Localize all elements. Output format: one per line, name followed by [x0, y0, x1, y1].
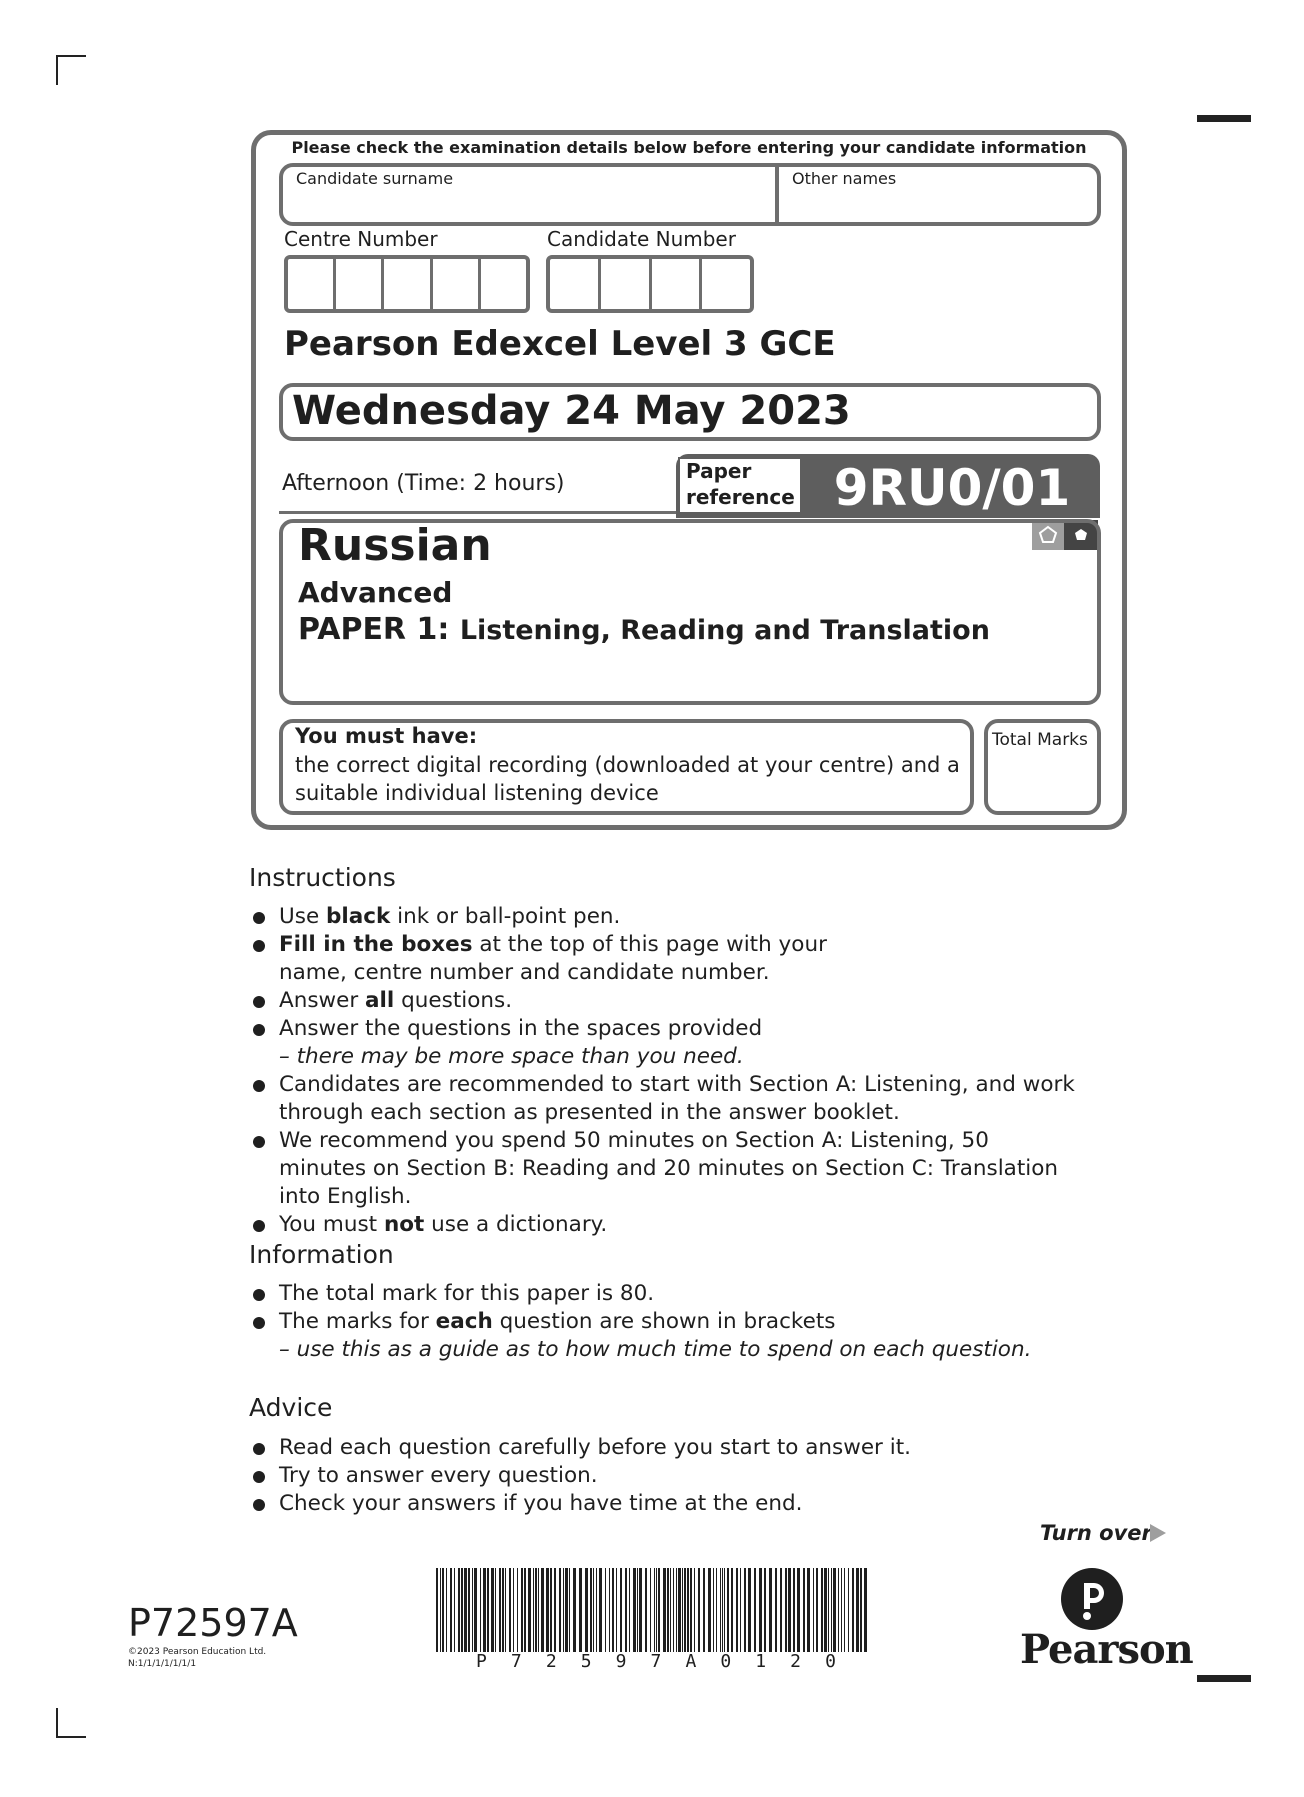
barcode-bar [616, 1568, 617, 1652]
barcode-bar [788, 1568, 791, 1652]
barcode-digit: 0 [825, 1651, 836, 1672]
list-item: The marks for each question are shown in brackets – use this as a guide as to how much time to spend on each question. [249, 1308, 1109, 1364]
surname-label: Candidate surname [296, 169, 454, 188]
barcode-bar [546, 1568, 549, 1652]
barcode-bar [807, 1568, 810, 1652]
barcode-bar [612, 1568, 614, 1652]
crop-mark-bottom-left-v [56, 1708, 58, 1738]
barcode-bar [833, 1568, 836, 1652]
barcode-bar [513, 1568, 514, 1652]
must-have-text: the correct digital recording (downloaded at your centre) and a suitable individual listening device [295, 753, 960, 805]
barcode-digit: 5 [580, 1651, 592, 1672]
centre-number-cell[interactable] [336, 259, 384, 309]
other-names-label: Other names [792, 169, 897, 188]
barcode-bar [708, 1568, 711, 1652]
barcode-bar [505, 1568, 506, 1652]
barcode-bar [698, 1568, 700, 1652]
barcode-bar [844, 1568, 845, 1652]
paper-reference-label [686, 458, 798, 510]
barcode-bar [629, 1568, 630, 1652]
barcode-bar [550, 1568, 552, 1652]
instructions-heading: Instructions [249, 863, 396, 892]
turn-over-label: Turn over [1040, 1521, 1152, 1545]
name-box-divider [775, 165, 779, 225]
advice-list [249, 1434, 1109, 1518]
barcode-bar [483, 1568, 486, 1652]
list-item: Answer all questions. [249, 987, 1109, 1015]
turn-over-arrow-icon [1150, 1524, 1166, 1542]
barcode-digit: 7 [510, 1651, 522, 1672]
centre-number-cell[interactable] [481, 259, 526, 309]
barcode-digit: 2 [545, 1651, 557, 1672]
list-item: Read each question carefully before you start to answer it. [249, 1434, 1109, 1462]
barcode-bar [670, 1568, 671, 1652]
barcode-bar [658, 1568, 660, 1652]
barcode-bar [593, 1568, 594, 1652]
centre-number-cell[interactable] [384, 259, 432, 309]
barcode-bar [687, 1568, 689, 1652]
subject-title: Russian [298, 520, 492, 571]
candidate-number-field[interactable] [546, 255, 754, 313]
barcode-bar [656, 1568, 657, 1652]
centre-number-field[interactable] [284, 255, 530, 313]
must-have-title: You must have: [295, 724, 478, 748]
barcode-bar [524, 1568, 526, 1652]
list-item: Check your answers if you have time at the end. [249, 1490, 1109, 1518]
barcode-bar [684, 1568, 686, 1652]
copyright-text: ©2023 Pearson Education Ltd. [128, 1647, 267, 1657]
barcode-bar [727, 1568, 729, 1652]
list-item: We recommend you spend 50 minutes on Section A: Listening, 50 minutes on Section B: Reading and 20 minutes on Section C: Translation into English. [249, 1127, 1079, 1211]
barcode-bar [499, 1568, 501, 1652]
barcode-digit: 0 [720, 1651, 732, 1672]
barcode-bar [458, 1568, 460, 1652]
barcode-bar [487, 1568, 489, 1652]
barcode-bar [565, 1568, 568, 1652]
pearson-logo-text: Pearson [1020, 1626, 1193, 1673]
barcode-bar [780, 1568, 782, 1652]
barcode-bar [528, 1568, 531, 1652]
barcode-bar [596, 1568, 597, 1652]
barcode-bar [474, 1568, 477, 1652]
candidate-number-cell[interactable] [601, 259, 652, 309]
barcode-bar [559, 1568, 561, 1652]
print-code: N:1/1/1/1/1/1/1 [128, 1659, 197, 1669]
crop-mark-top-left-v [56, 55, 58, 85]
crop-mark-bottom-left-h [56, 1736, 86, 1738]
barcode-bar [744, 1568, 746, 1652]
barcode-bar [472, 1568, 473, 1652]
barcode-bar [650, 1568, 651, 1652]
candidate-number-cell[interactable] [652, 259, 703, 309]
barcode-digit: 1 [755, 1651, 767, 1672]
barcode-bar [637, 1568, 638, 1652]
exam-date: Wednesday 24 May 2023 [292, 388, 851, 434]
exam-level: Advanced [298, 576, 453, 609]
barcode-bar [690, 1568, 692, 1652]
paper-title-prefix: PAPER 1: [298, 612, 450, 647]
barcode-bar [517, 1568, 518, 1652]
barcode-bar [848, 1568, 849, 1652]
barcode-bar [480, 1568, 481, 1652]
list-item: Use black ink or ball-point pen. [249, 903, 1109, 931]
barcode-bar [625, 1568, 627, 1652]
pearson-logo-icon [1060, 1567, 1124, 1631]
barcode-bar [678, 1568, 681, 1652]
barcode-bar [533, 1568, 534, 1652]
barcode-bar [703, 1568, 705, 1652]
barcode-bar [673, 1568, 674, 1652]
barcode-bar [605, 1568, 606, 1652]
barcode-bar [509, 1568, 511, 1652]
barcode-bar [440, 1568, 441, 1652]
barcode-bar [468, 1568, 470, 1652]
barcode-bar [775, 1568, 777, 1652]
barcode-bar [724, 1568, 725, 1652]
barcode [436, 1568, 868, 1652]
other-names-field[interactable] [782, 190, 1096, 222]
total-marks-label: Total Marks [992, 730, 1088, 750]
barcode-bar [609, 1568, 610, 1652]
information-heading: Information [249, 1240, 394, 1269]
barcode-bar [816, 1568, 818, 1652]
barcode-bar [645, 1568, 647, 1652]
barcode-bar [521, 1568, 523, 1652]
barcode-bar [450, 1568, 452, 1652]
barcode-bar [720, 1568, 721, 1652]
barcode-bar [864, 1568, 867, 1652]
barcode-bar [541, 1568, 544, 1652]
candidate-number-cell[interactable] [550, 259, 601, 309]
barcode-bar [856, 1568, 859, 1652]
barcode-bar [535, 1568, 537, 1652]
barcode-bar [841, 1568, 842, 1652]
barcode-bar [436, 1568, 438, 1652]
barcode-bar [716, 1568, 717, 1652]
barcode-bar [736, 1568, 738, 1652]
barcode-bar [573, 1568, 576, 1652]
barcode-digit: 7 [650, 1651, 662, 1672]
barcode-bar [860, 1568, 862, 1652]
barcode-bar [563, 1568, 564, 1652]
barcode-bar [769, 1568, 772, 1652]
barcode-bar [446, 1568, 447, 1652]
barcode-bar [464, 1568, 467, 1652]
barcode-digit: 2 [790, 1651, 801, 1672]
check-notice: Please check the examination details below before entering your candidate information [291, 138, 1087, 157]
barcode-bar [495, 1568, 496, 1652]
copyright-block [128, 1646, 266, 1670]
barcode-bar [797, 1568, 800, 1652]
margin-bar-bottom [1197, 1675, 1251, 1682]
crop-mark-top-left-h [56, 55, 86, 57]
barcode-bar [682, 1568, 683, 1652]
paper-reference-label-line2: reference [686, 485, 795, 509]
barcode-bar [813, 1568, 814, 1652]
candidate-number-label: Candidate Number [547, 227, 736, 251]
barcode-bar [824, 1568, 827, 1652]
barcode-bar [713, 1568, 714, 1652]
barcode-bar [852, 1568, 854, 1652]
list-item: Fill in the boxes at the top of this page with your name, centre number and candidate number. [249, 931, 839, 987]
barcode-bar [590, 1568, 592, 1652]
barcode-bar [461, 1568, 463, 1652]
barcode-bar [838, 1568, 839, 1652]
advice-heading: Advice [249, 1393, 333, 1422]
centre-number-cell[interactable] [433, 259, 481, 309]
barcode-bar [454, 1568, 455, 1652]
barcode-bar [491, 1568, 494, 1652]
barcode-bar [554, 1568, 556, 1652]
exam-session: Afternoon (Time: 2 hours) [282, 471, 565, 496]
barcode-bar [620, 1568, 622, 1652]
barcode-bar [694, 1568, 695, 1652]
list-item: Candidates are recommended to start with Section A: Listening, and work through each section as presented in the answer booklet. [249, 1071, 1129, 1127]
paper-title [298, 612, 990, 647]
candidate-number-cell[interactable] [702, 259, 750, 309]
barcode-bar [538, 1568, 539, 1652]
barcode-bar [748, 1568, 751, 1652]
barcode-bar [740, 1568, 741, 1652]
barcode-bar [764, 1568, 766, 1652]
session-underline [279, 511, 679, 514]
paper-reference-code: 9RU0/01 [833, 459, 1071, 517]
list-item: Try to answer every question. [249, 1462, 1109, 1490]
instructions-list [249, 903, 1109, 1239]
barcode-bar [639, 1568, 642, 1652]
barcode-bar [579, 1568, 582, 1652]
barcode-bar [633, 1568, 636, 1652]
barcode-digit: P [476, 1651, 487, 1672]
barcode-bar [793, 1568, 795, 1652]
barcode-bar [821, 1568, 823, 1652]
information-list [249, 1280, 1109, 1364]
barcode-bar [442, 1568, 444, 1652]
barcode-digit: 9 [615, 1651, 627, 1672]
list-item: You must not use a dictionary. [249, 1211, 1109, 1239]
barcode-bar [667, 1568, 669, 1652]
barcode-bar [831, 1568, 832, 1652]
barcode-bar [759, 1568, 762, 1652]
centre-number-label: Centre Number [284, 227, 438, 251]
paper-code: P72597A [128, 1601, 298, 1645]
paper-reference-label-line1: Paper [686, 459, 752, 483]
qualification-title: Pearson Edexcel Level 3 GCE [284, 324, 836, 364]
barcode-bar [502, 1568, 504, 1652]
paper-title-name: Listening, Reading and Translation [459, 615, 990, 646]
list-item: The total mark for this paper is 80. [249, 1280, 1109, 1308]
barcode-bar [731, 1568, 733, 1652]
barcode-bar [828, 1568, 829, 1652]
barcode-bar [569, 1568, 570, 1652]
barcode-bar [754, 1568, 756, 1652]
barcode-bar [785, 1568, 787, 1652]
barcode-bar [654, 1568, 655, 1652]
list-item: Answer the questions in the spaces provided – there may be more space than you need. [249, 1015, 1109, 1071]
surname-field[interactable] [284, 190, 772, 222]
barcode-bar [599, 1568, 602, 1652]
barcode-bar [676, 1568, 677, 1652]
centre-number-cell[interactable] [288, 259, 336, 309]
barcode-bar [663, 1568, 666, 1652]
barcode-bar [585, 1568, 588, 1652]
margin-bar-top [1197, 115, 1251, 122]
barcode-digit: A [685, 1651, 697, 1672]
barcode-digits [476, 1651, 836, 1672]
barcode-bar [803, 1568, 805, 1652]
barcode-bar [722, 1568, 723, 1652]
